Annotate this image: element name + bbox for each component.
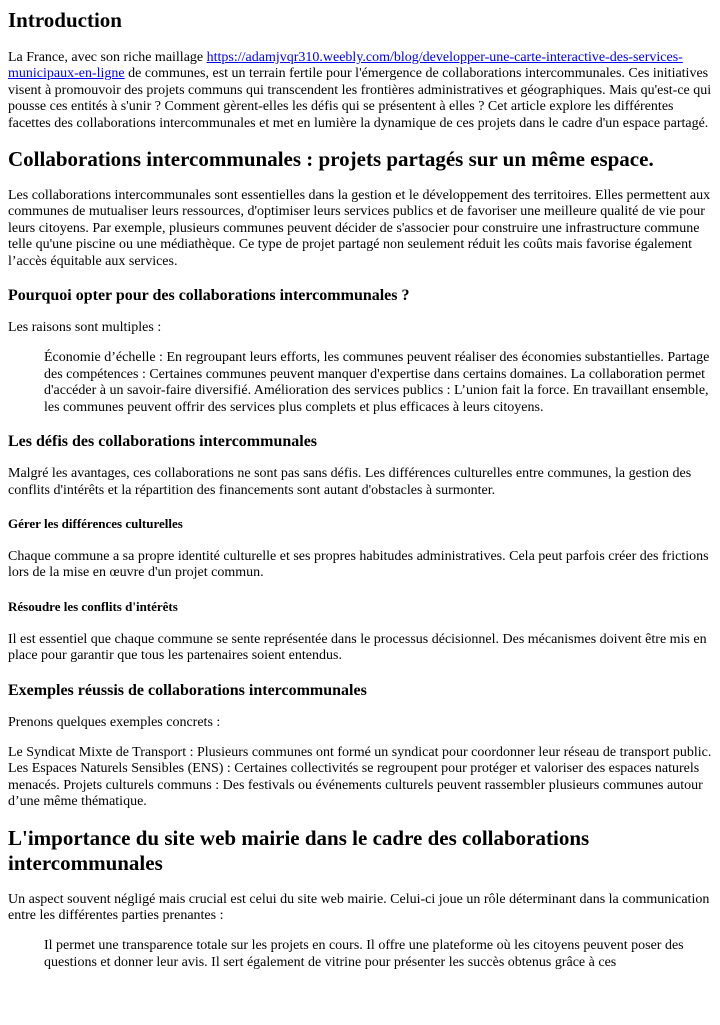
intro-paragraph — [8, 50, 712, 132]
website-heading: L'importance du site web mairie dans le cadre des collaborations intercommunales — [8, 825, 590, 875]
challenges-heading: Les défis des collaborations intercommunales — [8, 433, 318, 451]
cultural-differences-paragraph: Chaque commune a sa propre identité culturelle et ses propres habitudes administratives. Cela peut parfois créer des frictions lors de la mise en œuvre d'un projet commun. — [8, 548, 709, 581]
examples-heading: Exemples réussis de collaborations intercommunales — [8, 681, 367, 699]
examples-intro-paragraph: Prenons quelques exemples concrets : — [8, 714, 221, 730]
section1-heading: Collaborations intercommunales : projets partagés sur un même espace. — [8, 147, 654, 172]
website-paragraph: Un aspect souvent négligé mais crucial est celui du site web mairie. Celui-ci joue un rôle déterminant dans la communication entre les différentes parties prenantes : — [8, 891, 710, 923]
intro-text-before-link: La France, avec son riche maillage — [8, 50, 207, 65]
examples-list-paragraph: Le Syndicat Mixte de Transport : Plusieurs communes ont formé un syndicat pour coordonner leur réseau de transport public. Les Espaces Naturels Sensibles (ENS) : Certaines collectivités se regroupent pour protéger et valoriser des espaces naturels menacés. Projets culturels communs : Des festivals ou événements culturels peuvent rassembler plusieurs communes autour d’une même thématique. — [8, 744, 712, 810]
section1-paragraph: Les collaborations intercommunales sont essentielles dans la gestion et le développement des territoires. Elles permettent aux communes de mutualiser leurs ressources, d'optimiser leurs services publics et de favoriser une meilleure qualité de vie pour leurs citoyens. Par exemple, plusieurs communes peuvent décider de s'associer pour construire une infrastructure commune telle qu'une piscine ou une médiathèque. Ce type de projet partagé non seulement réduit les coûts mais favorise également l’accès équitable aux services. — [8, 188, 711, 269]
intro-link[interactable]: https://adamjvqr310.weebly.com/blog/developper-une-carte-interactive-des-services-municipaux-en-ligne — [8, 50, 683, 82]
website-quote: Il permet une transparence totale sur les projets en cours. Il offre une plateforme où les citoyens peuvent poser des questions et donner leur avis. Il sert également de vitrine pour présenter les succès obtenus grâce à ces — [44, 938, 684, 970]
why-paragraph: Les raisons sont multiples : — [8, 320, 162, 336]
why-quote: Économie d’échelle : En regroupant leurs efforts, les communes peuvent réaliser des économies substantielles. Partage des compétences : Certaines communes peuvent manquer d'expertise dans certains domaines. La collaboration permet d'accéder à un savoir-faire diversifié. Amélioration des services publics : L’union fait la force. En travaillant ensemble, les communes peuvent offrir des services plus complets et plus efficaces à leurs citoyens. — [44, 350, 710, 415]
conflicts-heading: Résoudre les conflits d'intérêts — [8, 598, 178, 614]
cultural-differences-heading: Gérer les différences culturelles — [8, 515, 183, 531]
intro-heading: Introduction — [8, 8, 122, 32]
challenges-paragraph: Malgré les avantages, ces collaborations ne sont pas sans défis. Les différences culturelles entre communes, la gestion des conflits d'intérêts et la répartition des financements sont autant d'obstacles à surmonter. — [8, 466, 692, 498]
intro-text-after-link: de communes, est un terrain fertile pour l'émergence de collaborations intercommunales. Ces initiatives visent à promouvoir des projets communs qui transcendent les frontières administratives et géographiques. Mais qu'est-ce qui pousse ces entités à s'unir ? Comment gèrent-elles les défis qui se présentent à elles ? Cet article explore les différentes facettes des collaborations intercommunales et met en lumière la dynamique de ces projets dans le cadre d'un espace partagé. — [8, 66, 712, 131]
conflicts-paragraph: Il est essentiel que chaque commune se sente représentée dans le processus décisionnel. Des mécanismes doivent être mis en place pour garantir que tous les partenaires soient entendus. — [8, 631, 707, 664]
article — [0, 8, 720, 971]
why-heading: Pourquoi opter pour des collaborations intercommunales ? — [8, 287, 410, 305]
